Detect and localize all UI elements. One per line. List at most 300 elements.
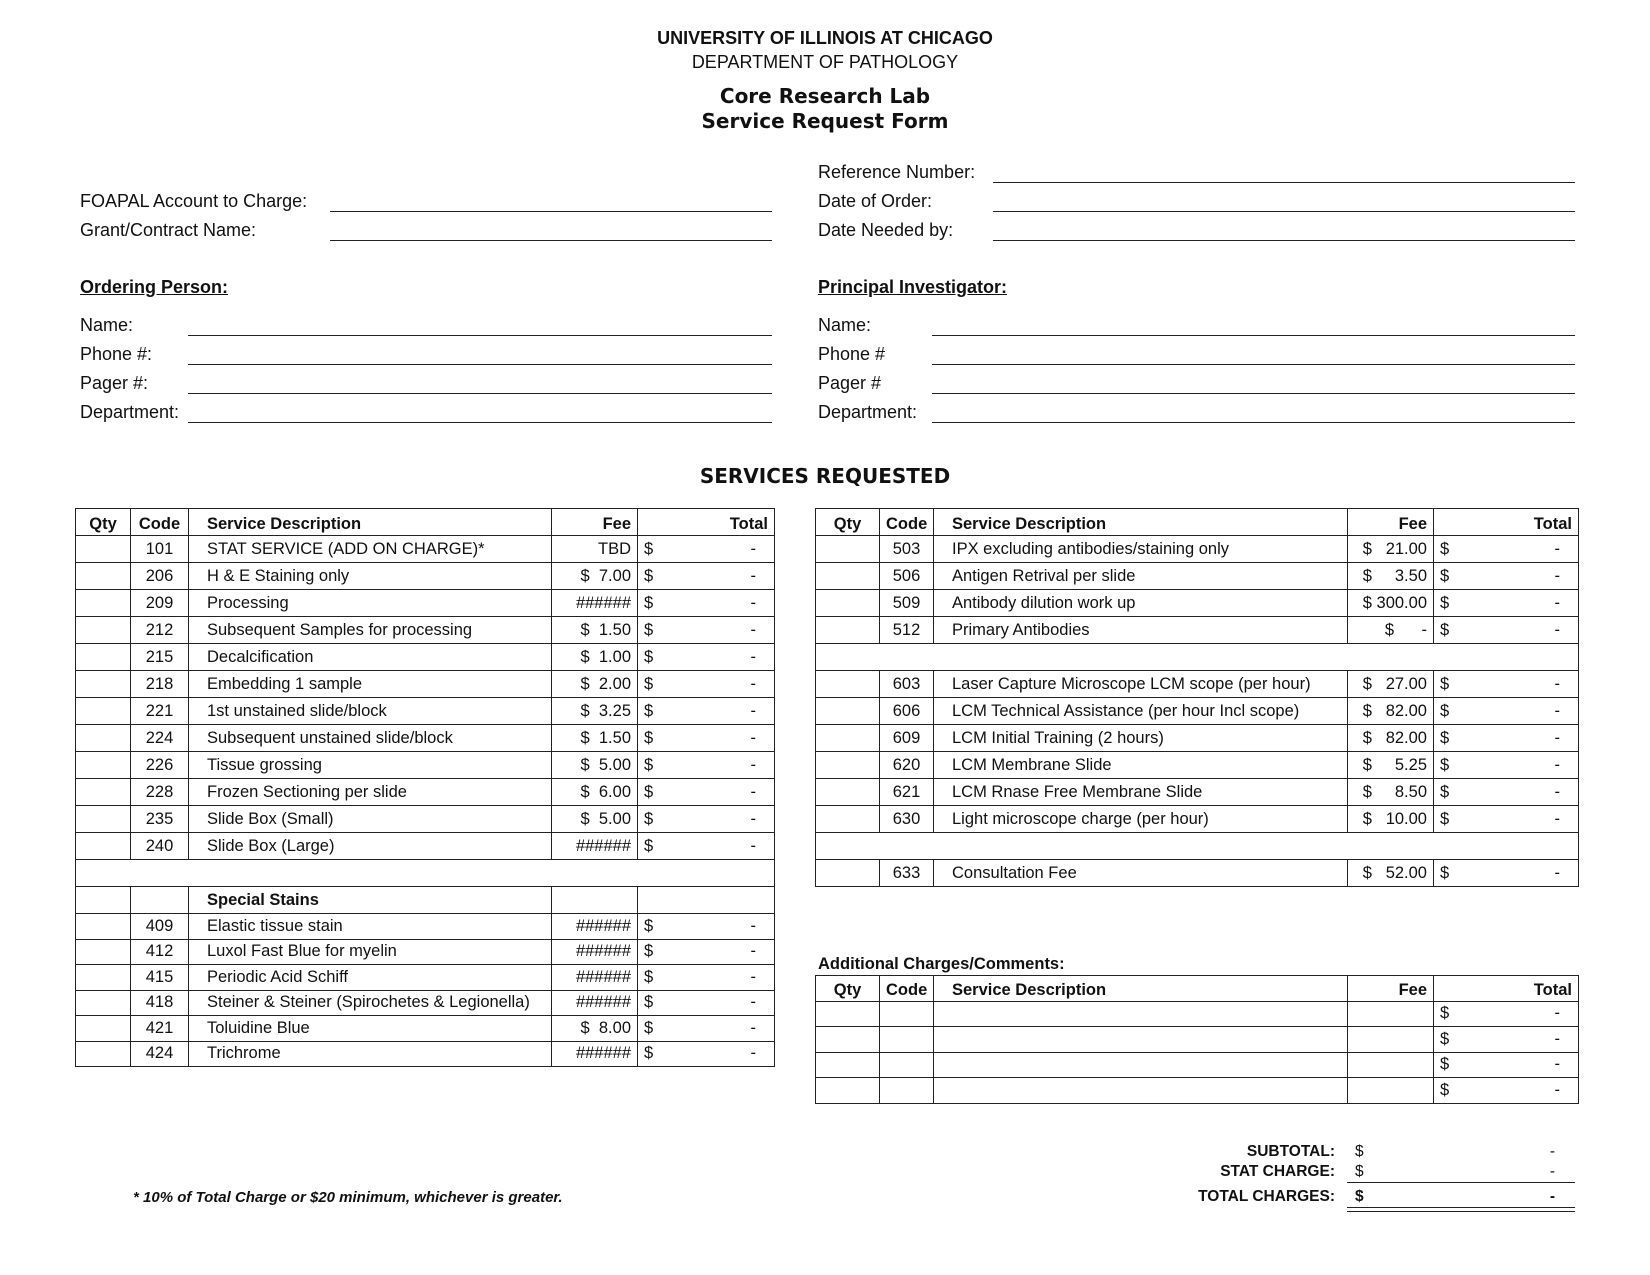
- op-phone-field[interactable]: [188, 364, 772, 365]
- total-cell: [1434, 806, 1579, 833]
- service-code: 606: [880, 698, 934, 725]
- service-description: Antigen Retrival per slide: [934, 563, 1348, 590]
- ordering-person-heading: Ordering Person:: [80, 277, 229, 297]
- qty-input[interactable]: [76, 1041, 131, 1067]
- total-cell: [638, 536, 775, 563]
- code-header: Code: [880, 509, 934, 536]
- total-value: -: [750, 674, 756, 693]
- qty-input[interactable]: [816, 860, 880, 887]
- table-row: [76, 990, 775, 1016]
- total-cell: [638, 990, 775, 1016]
- service-description: 1st unstained slide/block: [189, 698, 552, 725]
- qty-input[interactable]: [76, 617, 131, 644]
- total-cell: [638, 965, 775, 991]
- total-cell: [1434, 617, 1579, 644]
- table-row: [816, 617, 1579, 644]
- table-row: [76, 644, 775, 671]
- service-code: 209: [131, 590, 189, 617]
- service-fee: ######: [552, 965, 638, 991]
- total-header: Total: [1434, 509, 1579, 536]
- qty-input[interactable]: [76, 990, 131, 1016]
- foapal-label: FOAPAL Account to Charge:: [80, 191, 308, 211]
- description-input[interactable]: [934, 1052, 1348, 1078]
- description-header: Service Description: [934, 976, 1348, 1002]
- total-value: -: [750, 593, 756, 612]
- service-code: 503: [880, 536, 934, 563]
- qty-input[interactable]: [76, 590, 131, 617]
- stat-charge-underline: [1347, 1182, 1575, 1183]
- op-department-field[interactable]: [188, 422, 772, 423]
- university-name: UNIVERSITY OF ILLINOIS AT CHICAGO: [657, 28, 993, 48]
- total-cell: [638, 752, 775, 779]
- table-row: [76, 914, 775, 940]
- total-value: -: [750, 539, 756, 558]
- department-name: DEPARTMENT OF PATHOLOGY: [691, 52, 959, 72]
- service-fee: $ 3.50: [1348, 563, 1434, 590]
- currency-symbol: $: [1440, 1055, 1450, 1074]
- total-cell: [638, 833, 775, 860]
- date-needed-field[interactable]: [993, 240, 1575, 241]
- total-value: -: [1554, 674, 1560, 693]
- currency-symbol: $: [644, 647, 654, 666]
- right-services-table: [815, 508, 1579, 887]
- service-fee: $ 1.50: [552, 617, 638, 644]
- total-value: -: [1554, 728, 1560, 747]
- qty-input[interactable]: [76, 725, 131, 752]
- currency-symbol: $: [644, 728, 654, 747]
- currency-symbol: $: [1440, 863, 1450, 882]
- service-description: Processing: [189, 590, 552, 617]
- service-code: 226: [131, 752, 189, 779]
- total-double-underline: [1347, 1207, 1575, 1212]
- qty-input[interactable]: [816, 536, 880, 563]
- table-row: [76, 563, 775, 590]
- total-cell: [638, 1041, 775, 1067]
- total-cell: [638, 698, 775, 725]
- op-department-label: Department:: [80, 402, 180, 422]
- code-empty: [131, 887, 189, 914]
- total-cell: [1434, 698, 1579, 725]
- currency-symbol: $: [644, 566, 654, 585]
- lab-name: Core Research Lab: [719, 84, 931, 108]
- service-fee: $ 6.00: [552, 779, 638, 806]
- service-fee: $ 5.25: [1348, 752, 1434, 779]
- currency-symbol: $: [644, 1018, 654, 1037]
- currency-symbol: $: [644, 755, 654, 774]
- code-input[interactable]: [880, 1078, 934, 1104]
- currency-symbol: $: [644, 916, 654, 935]
- service-code: 421: [131, 1016, 189, 1042]
- date-of-order-label: Date of Order:: [818, 191, 933, 211]
- service-code: 235: [131, 806, 189, 833]
- qty-input[interactable]: [816, 725, 880, 752]
- service-fee: ######: [552, 833, 638, 860]
- qty-input[interactable]: [76, 806, 131, 833]
- service-fee: ######: [552, 590, 638, 617]
- fee-input[interactable]: [1348, 1001, 1434, 1027]
- service-fee: $ 10.00: [1348, 806, 1434, 833]
- currency-symbol: $: [1440, 593, 1450, 612]
- currency-symbol: $: [644, 593, 654, 612]
- total-value: -: [1554, 1080, 1560, 1099]
- service-description: Primary Antibodies: [934, 617, 1348, 644]
- table-header-row: [816, 509, 1579, 536]
- table-row: [76, 671, 775, 698]
- currency-symbol: $: [1440, 539, 1450, 558]
- service-description: Subsequent unstained slide/block: [189, 725, 552, 752]
- description-input[interactable]: [934, 1001, 1348, 1027]
- foapal-field[interactable]: [330, 211, 772, 212]
- total-value: -: [1554, 809, 1560, 828]
- service-description: LCM Technical Assistance (per hour Incl scope): [934, 698, 1348, 725]
- qty-input[interactable]: [816, 563, 880, 590]
- form-title: Service Request Form: [701, 109, 949, 133]
- total-value: -: [750, 1044, 756, 1063]
- table-row: [76, 939, 775, 965]
- op-name-label: Name:: [80, 315, 134, 335]
- total-cell: [638, 939, 775, 965]
- currency-symbol: $: [644, 967, 654, 986]
- table-row: [76, 617, 775, 644]
- stat-charge-label: STAT CHARGE:: [1220, 1163, 1335, 1180]
- total-value: -: [1554, 863, 1560, 882]
- op-name-field[interactable]: [188, 335, 772, 336]
- code-input[interactable]: [880, 1001, 934, 1027]
- total-value: -: [750, 993, 756, 1012]
- table-row: [816, 725, 1579, 752]
- total-cell: [638, 779, 775, 806]
- table-row: [76, 1041, 775, 1067]
- total-cell: [638, 914, 775, 940]
- currency-symbol: $: [1440, 620, 1450, 639]
- service-code: 603: [880, 671, 934, 698]
- currency-symbol: $: [1440, 782, 1450, 801]
- pi-name-field[interactable]: [932, 335, 1575, 336]
- total-value: -: [1554, 755, 1560, 774]
- date-of-order-field[interactable]: [993, 211, 1575, 212]
- service-code: 609: [880, 725, 934, 752]
- total-cell: [1434, 752, 1579, 779]
- grant-label: Grant/Contract Name:: [80, 220, 257, 240]
- service-description: Laser Capture Microscope LCM scope (per hour): [934, 671, 1348, 698]
- service-description: Embedding 1 sample: [189, 671, 552, 698]
- service-code: 215: [131, 644, 189, 671]
- op-pager-label: Pager #:: [80, 373, 149, 393]
- service-fee: $ 7.00: [552, 563, 638, 590]
- table-row: [76, 806, 775, 833]
- service-fee: ######: [552, 914, 638, 940]
- total-cell: [638, 590, 775, 617]
- service-description: H & E Staining only: [189, 563, 552, 590]
- currency-symbol: $: [644, 1044, 654, 1063]
- reference-number-label: Reference Number:: [818, 162, 976, 182]
- pi-pager-field[interactable]: [932, 393, 1575, 394]
- table-row: [76, 698, 775, 725]
- subtotal-label: SUBTOTAL:: [1246, 1143, 1335, 1160]
- total-empty: [638, 887, 775, 914]
- qty-header: Qty: [816, 509, 880, 536]
- service-description: Tissue grossing: [189, 752, 552, 779]
- currency-symbol: $: [644, 942, 654, 961]
- currency-symbol: $: [1440, 1080, 1450, 1099]
- qty-input[interactable]: [76, 698, 131, 725]
- qty-input[interactable]: [76, 779, 131, 806]
- total-cell: [1434, 779, 1579, 806]
- grant-field[interactable]: [330, 240, 772, 241]
- fee-input[interactable]: [1348, 1027, 1434, 1053]
- total-cell: [1434, 1052, 1579, 1078]
- table-row: [816, 698, 1579, 725]
- currency-symbol: $: [1440, 728, 1450, 747]
- qty-input[interactable]: [76, 914, 131, 940]
- service-code: 630: [880, 806, 934, 833]
- total-value: -: [1554, 620, 1560, 639]
- total-cell: [638, 671, 775, 698]
- table-row: [76, 833, 775, 860]
- currency-symbol: $: [644, 620, 654, 639]
- total-value: -: [750, 782, 756, 801]
- code-input[interactable]: [880, 1027, 934, 1053]
- table-row: [76, 1016, 775, 1042]
- subtotal-value: $ -: [1355, 1143, 1555, 1160]
- total-value: -: [750, 942, 756, 961]
- fee-header: Fee: [1348, 976, 1434, 1002]
- service-fee: $ 8.00: [552, 1016, 638, 1042]
- service-description: Slide Box (Large): [189, 833, 552, 860]
- pi-pager-label: Pager #: [818, 373, 882, 393]
- service-fee: ######: [552, 939, 638, 965]
- additional-row: [816, 1027, 1579, 1053]
- qty-input[interactable]: [816, 698, 880, 725]
- service-fee: $ 1.50: [552, 725, 638, 752]
- fee-input[interactable]: [1348, 1052, 1434, 1078]
- pi-department-label: Department:: [818, 402, 918, 422]
- service-code: 509: [880, 590, 934, 617]
- fee-header: Fee: [552, 509, 638, 536]
- service-description: Elastic tissue stain: [189, 914, 552, 940]
- description-input[interactable]: [934, 1078, 1348, 1104]
- table-row: [816, 590, 1579, 617]
- special-stains-row: [76, 887, 775, 914]
- total-charges-value: $ -: [1355, 1188, 1555, 1205]
- service-fee: $ 3.25: [552, 698, 638, 725]
- service-description: Steiner & Steiner (Spirochetes & Legionella): [189, 990, 552, 1016]
- service-code: 101: [131, 536, 189, 563]
- service-description: Decalcification: [189, 644, 552, 671]
- total-value: -: [750, 916, 756, 935]
- fee-header: Fee: [1348, 509, 1434, 536]
- fee-empty: [552, 887, 638, 914]
- description-header: Service Description: [934, 509, 1348, 536]
- total-value: -: [1554, 566, 1560, 585]
- description-input[interactable]: [934, 1027, 1348, 1053]
- currency-symbol: $: [1440, 809, 1450, 828]
- qty-input[interactable]: [76, 833, 131, 860]
- total-value: -: [1554, 1004, 1560, 1023]
- currency-symbol: $: [644, 701, 654, 720]
- service-code: 228: [131, 779, 189, 806]
- stat-footnote: * 10% of Total Charge or $20 minimum, whichever is greater.: [133, 1189, 563, 1206]
- service-code: 224: [131, 725, 189, 752]
- additional-row: [816, 1078, 1579, 1104]
- qty-header: Qty: [76, 509, 131, 536]
- qty-input[interactable]: [76, 939, 131, 965]
- service-code: 512: [880, 617, 934, 644]
- total-cell: [1434, 563, 1579, 590]
- total-value: -: [1554, 593, 1560, 612]
- service-code: 418: [131, 990, 189, 1016]
- table-row: [76, 779, 775, 806]
- currency-symbol: $: [1440, 1004, 1450, 1023]
- total-value: -: [750, 967, 756, 986]
- qty-input[interactable]: [816, 1052, 880, 1078]
- spacer-cell: [76, 860, 775, 887]
- service-fee: $ 82.00: [1348, 725, 1434, 752]
- total-header: Total: [1434, 976, 1579, 1002]
- spacer-row: [816, 644, 1579, 671]
- qty-input[interactable]: [76, 671, 131, 698]
- total-cell: [1434, 1078, 1579, 1104]
- stat-charge-value: $ -: [1355, 1163, 1555, 1180]
- service-description: LCM Initial Training (2 hours): [934, 725, 1348, 752]
- qty-input[interactable]: [76, 563, 131, 590]
- total-cell: [1434, 1027, 1579, 1053]
- table-header-row: [76, 509, 775, 536]
- code-input[interactable]: [880, 1052, 934, 1078]
- service-code: 212: [131, 617, 189, 644]
- service-fee: $ 1.00: [552, 644, 638, 671]
- op-phone-label: Phone #:: [80, 344, 153, 364]
- table-row: [816, 752, 1579, 779]
- spacer-row: [76, 860, 775, 887]
- total-header: Total: [638, 509, 775, 536]
- service-fee: ######: [552, 990, 638, 1016]
- qty-input[interactable]: [816, 671, 880, 698]
- service-code: 221: [131, 698, 189, 725]
- qty-input[interactable]: [816, 1027, 880, 1053]
- table-header-row: [816, 976, 1579, 1002]
- service-fee: $ 52.00: [1348, 860, 1434, 887]
- qty-input[interactable]: [816, 617, 880, 644]
- total-cell: [638, 725, 775, 752]
- pi-department-field[interactable]: [932, 422, 1575, 423]
- code-header: Code: [880, 976, 934, 1002]
- service-fee: $ 27.00: [1348, 671, 1434, 698]
- total-cell: [1434, 725, 1579, 752]
- total-cell: [638, 617, 775, 644]
- service-code: 620: [880, 752, 934, 779]
- op-pager-field[interactable]: [188, 393, 772, 394]
- qty-input[interactable]: [76, 644, 131, 671]
- total-value: -: [750, 809, 756, 828]
- currency-symbol: $: [644, 674, 654, 693]
- additional-charges-table: [815, 975, 1579, 1104]
- service-code: 415: [131, 965, 189, 991]
- additional-charges-heading: Additional Charges/Comments:: [818, 955, 1065, 973]
- spacer-row: [816, 833, 1579, 860]
- service-fee: $ -: [1348, 617, 1434, 644]
- currency-symbol: $: [644, 836, 654, 855]
- qty-input[interactable]: [816, 752, 880, 779]
- pi-phone-field[interactable]: [932, 364, 1575, 365]
- pi-phone-label: Phone #: [818, 344, 886, 364]
- service-description: IPX excluding antibodies/staining only: [934, 536, 1348, 563]
- table-row: [76, 536, 775, 563]
- table-row: [816, 860, 1579, 887]
- service-fee: TBD: [552, 536, 638, 563]
- service-code: 633: [880, 860, 934, 887]
- service-fee: $ 21.00: [1348, 536, 1434, 563]
- service-fee: $ 5.00: [552, 806, 638, 833]
- currency-symbol: $: [644, 809, 654, 828]
- total-value: -: [1554, 701, 1560, 720]
- total-value: -: [750, 647, 756, 666]
- fee-input[interactable]: [1348, 1078, 1434, 1104]
- table-row: [816, 779, 1579, 806]
- service-fee: $ 300.00: [1348, 590, 1434, 617]
- total-cell: [1434, 590, 1579, 617]
- table-row: [76, 725, 775, 752]
- description-header: Service Description: [189, 509, 552, 536]
- total-value: -: [750, 566, 756, 585]
- qty-input[interactable]: [816, 1078, 880, 1104]
- total-value: -: [1554, 782, 1560, 801]
- qty-input[interactable]: [816, 590, 880, 617]
- currency-symbol: $: [644, 539, 654, 558]
- service-description: Antibody dilution work up: [934, 590, 1348, 617]
- service-description: STAT SERVICE (ADD ON CHARGE)*: [189, 536, 552, 563]
- total-value: -: [1554, 1055, 1560, 1074]
- currency-symbol: $: [1440, 566, 1450, 585]
- qty-input[interactable]: [76, 965, 131, 991]
- qty-input[interactable]: [816, 806, 880, 833]
- service-fee: $ 5.00: [552, 752, 638, 779]
- left-services-table: [75, 508, 775, 1067]
- special-stains-heading: Special Stains: [189, 887, 552, 914]
- total-value: -: [750, 836, 756, 855]
- table-row: [76, 965, 775, 991]
- qty-input[interactable]: [816, 1001, 880, 1027]
- service-fee: $ 82.00: [1348, 698, 1434, 725]
- additional-row: [816, 1052, 1579, 1078]
- reference-number-field[interactable]: [993, 182, 1575, 183]
- total-value: -: [750, 728, 756, 747]
- service-code: 506: [880, 563, 934, 590]
- spacer-cell: [816, 644, 1579, 671]
- service-description: Slide Box (Small): [189, 806, 552, 833]
- qty-input[interactable]: [76, 752, 131, 779]
- total-value: -: [750, 701, 756, 720]
- services-heading: SERVICES REQUESTED: [699, 464, 951, 488]
- service-code: 240: [131, 833, 189, 860]
- currency-symbol: $: [644, 782, 654, 801]
- qty-input[interactable]: [76, 536, 131, 563]
- total-cell: [638, 644, 775, 671]
- table-row: [76, 590, 775, 617]
- service-fee: $ 8.50: [1348, 779, 1434, 806]
- total-value: -: [750, 620, 756, 639]
- total-cell: [1434, 536, 1579, 563]
- currency-symbol: $: [1440, 701, 1450, 720]
- qty-input[interactable]: [76, 1016, 131, 1042]
- qty-input[interactable]: [816, 779, 880, 806]
- total-cell: [638, 806, 775, 833]
- qty-header: Qty: [816, 976, 880, 1002]
- service-fee: $ 2.00: [552, 671, 638, 698]
- date-needed-label: Date Needed by:: [818, 220, 954, 240]
- service-code: 409: [131, 914, 189, 940]
- total-cell: [1434, 1001, 1579, 1027]
